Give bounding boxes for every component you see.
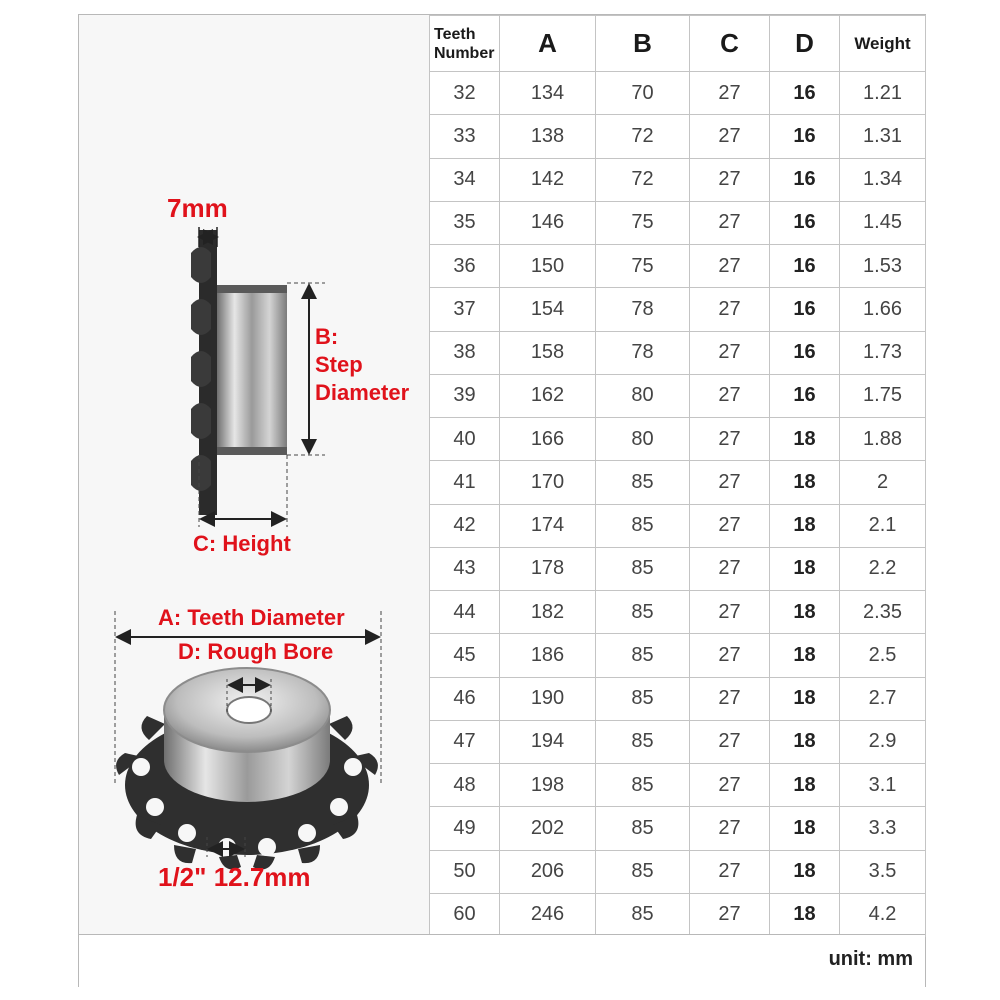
cell-weight: 4.2 [840, 893, 926, 936]
header-c: C [690, 16, 770, 72]
cell-teeth: 37 [430, 288, 500, 331]
cell-a: 158 [500, 331, 596, 374]
cell-b: 80 [596, 374, 690, 417]
cell-teeth: 34 [430, 158, 500, 201]
cell-c: 27 [690, 245, 770, 288]
pitch-label: 1/2" 12.7mm [158, 862, 311, 892]
cell-b: 85 [596, 547, 690, 590]
cell-d: 18 [770, 893, 840, 936]
cell-weight: 1.21 [840, 72, 926, 115]
cell-d: 18 [770, 418, 840, 461]
cell-teeth: 36 [430, 245, 500, 288]
cell-d: 16 [770, 288, 840, 331]
cell-a: 206 [500, 850, 596, 893]
cell-a: 154 [500, 288, 596, 331]
table-row [430, 461, 926, 504]
cell-b: 85 [596, 720, 690, 763]
cell-c: 27 [690, 591, 770, 634]
cell-a: 178 [500, 547, 596, 590]
table-row [430, 720, 926, 763]
header-b: B [596, 16, 690, 72]
cell-teeth: 47 [430, 720, 500, 763]
cell-weight: 1.88 [840, 418, 926, 461]
cell-d: 16 [770, 115, 840, 158]
cell-weight: 3.3 [840, 807, 926, 850]
cell-c: 27 [690, 634, 770, 677]
cell-a: 138 [500, 115, 596, 158]
cell-b: 85 [596, 591, 690, 634]
cell-c: 27 [690, 158, 770, 201]
cell-weight: 2.35 [840, 591, 926, 634]
spec-table [429, 15, 926, 937]
cell-b: 80 [596, 418, 690, 461]
height-label: C: Height [193, 531, 291, 556]
cell-d: 16 [770, 72, 840, 115]
header-a: A [500, 16, 596, 72]
cell-teeth: 50 [430, 850, 500, 893]
sprocket-diagrams [79, 15, 429, 934]
table-row [430, 591, 926, 634]
cell-b: 85 [596, 893, 690, 936]
cell-c: 27 [690, 807, 770, 850]
table-row [430, 677, 926, 720]
cell-a: 186 [500, 634, 596, 677]
cell-a: 246 [500, 893, 596, 936]
cell-b: 78 [596, 331, 690, 374]
cell-a: 142 [500, 158, 596, 201]
table-row [430, 245, 926, 288]
cell-c: 27 [690, 764, 770, 807]
cell-b: 72 [596, 158, 690, 201]
cell-weight: 1.45 [840, 201, 926, 244]
cell-weight: 2.1 [840, 504, 926, 547]
cell-b: 85 [596, 461, 690, 504]
cell-d: 16 [770, 201, 840, 244]
cell-c: 27 [690, 201, 770, 244]
cell-c: 27 [690, 288, 770, 331]
cell-d: 18 [770, 461, 840, 504]
cell-b: 75 [596, 201, 690, 244]
table-row [430, 72, 926, 115]
cell-c: 27 [690, 547, 770, 590]
header-teeth-number: Teeth Number [430, 16, 500, 72]
cell-c: 27 [690, 720, 770, 763]
cell-b: 72 [596, 115, 690, 158]
cell-d: 18 [770, 504, 840, 547]
cell-a: 194 [500, 720, 596, 763]
cell-d: 18 [770, 591, 840, 634]
cell-b: 85 [596, 807, 690, 850]
cell-b: 70 [596, 72, 690, 115]
cell-a: 182 [500, 591, 596, 634]
cell-weight: 2.5 [840, 634, 926, 677]
table-body [430, 72, 926, 937]
unit-label: unit: mm [828, 948, 913, 970]
cell-weight: 3.5 [840, 850, 926, 893]
cell-teeth: 44 [430, 591, 500, 634]
cell-teeth: 38 [430, 331, 500, 374]
cell-a: 150 [500, 245, 596, 288]
table-row [430, 331, 926, 374]
cell-d: 16 [770, 158, 840, 201]
cell-weight: 1.75 [840, 374, 926, 417]
teeth-diameter-label: A: Teeth Diameter [158, 605, 345, 630]
cell-a: 134 [500, 72, 596, 115]
cell-b: 85 [596, 634, 690, 677]
cell-d: 16 [770, 331, 840, 374]
cell-b: 78 [596, 288, 690, 331]
cell-d: 18 [770, 764, 840, 807]
cell-a: 198 [500, 764, 596, 807]
cell-teeth: 49 [430, 807, 500, 850]
cell-a: 170 [500, 461, 596, 504]
cell-c: 27 [690, 115, 770, 158]
cell-a: 146 [500, 201, 596, 244]
table-row [430, 807, 926, 850]
cell-a: 190 [500, 677, 596, 720]
cell-teeth: 40 [430, 418, 500, 461]
cell-teeth: 45 [430, 634, 500, 677]
unit-footer [79, 934, 925, 987]
header-weight: Weight [840, 16, 926, 72]
cell-teeth: 39 [430, 374, 500, 417]
table-row [430, 893, 926, 936]
cell-c: 27 [690, 893, 770, 936]
cell-d: 16 [770, 374, 840, 417]
cell-teeth: 33 [430, 115, 500, 158]
header-d: D [770, 16, 840, 72]
cell-teeth: 35 [430, 201, 500, 244]
table-row [430, 547, 926, 590]
table-row [430, 201, 926, 244]
cell-c: 27 [690, 504, 770, 547]
cell-teeth: 60 [430, 893, 500, 936]
cell-weight: 1.53 [840, 245, 926, 288]
cell-d: 18 [770, 850, 840, 893]
rough-bore-label: D: Rough Bore [178, 639, 334, 664]
cell-c: 27 [690, 850, 770, 893]
cell-c: 27 [690, 331, 770, 374]
table-row [430, 288, 926, 331]
cell-a: 174 [500, 504, 596, 547]
cell-teeth: 42 [430, 504, 500, 547]
cell-d: 18 [770, 547, 840, 590]
table-row [430, 158, 926, 201]
table-row [430, 418, 926, 461]
cell-d: 18 [770, 720, 840, 763]
cell-weight: 2.7 [840, 677, 926, 720]
table-row [430, 374, 926, 417]
cell-c: 27 [690, 72, 770, 115]
step-diameter-label: B: Step Diameter [315, 324, 410, 405]
cell-b: 85 [596, 677, 690, 720]
cell-weight: 1.66 [840, 288, 926, 331]
cell-weight: 2.9 [840, 720, 926, 763]
cell-teeth: 46 [430, 677, 500, 720]
cell-c: 27 [690, 374, 770, 417]
cell-teeth: 48 [430, 764, 500, 807]
cell-c: 27 [690, 418, 770, 461]
cell-weight: 3.1 [840, 764, 926, 807]
cell-teeth: 43 [430, 547, 500, 590]
cell-c: 27 [690, 677, 770, 720]
table-row [430, 850, 926, 893]
cell-weight: 2 [840, 461, 926, 504]
table-row [430, 504, 926, 547]
tooth-width-label: 7mm [167, 193, 228, 223]
cell-a: 166 [500, 418, 596, 461]
cell-b: 85 [596, 764, 690, 807]
perspective-sprocket [116, 668, 378, 869]
cell-teeth: 32 [430, 72, 500, 115]
cell-a: 202 [500, 807, 596, 850]
cell-d: 18 [770, 807, 840, 850]
cell-d: 18 [770, 677, 840, 720]
cell-b: 75 [596, 245, 690, 288]
cell-b: 85 [596, 850, 690, 893]
cell-weight: 1.73 [840, 331, 926, 374]
cell-b: 85 [596, 504, 690, 547]
table-row [430, 115, 926, 158]
cell-a: 162 [500, 374, 596, 417]
table-header-row [430, 16, 926, 72]
cell-weight: 1.31 [840, 115, 926, 158]
cell-d: 18 [770, 634, 840, 677]
table-row [430, 764, 926, 807]
cell-weight: 2.2 [840, 547, 926, 590]
table-row [430, 634, 926, 677]
cell-d: 16 [770, 245, 840, 288]
side-view-sprocket [191, 230, 287, 515]
cell-weight: 1.34 [840, 158, 926, 201]
cell-c: 27 [690, 461, 770, 504]
cell-teeth: 41 [430, 461, 500, 504]
